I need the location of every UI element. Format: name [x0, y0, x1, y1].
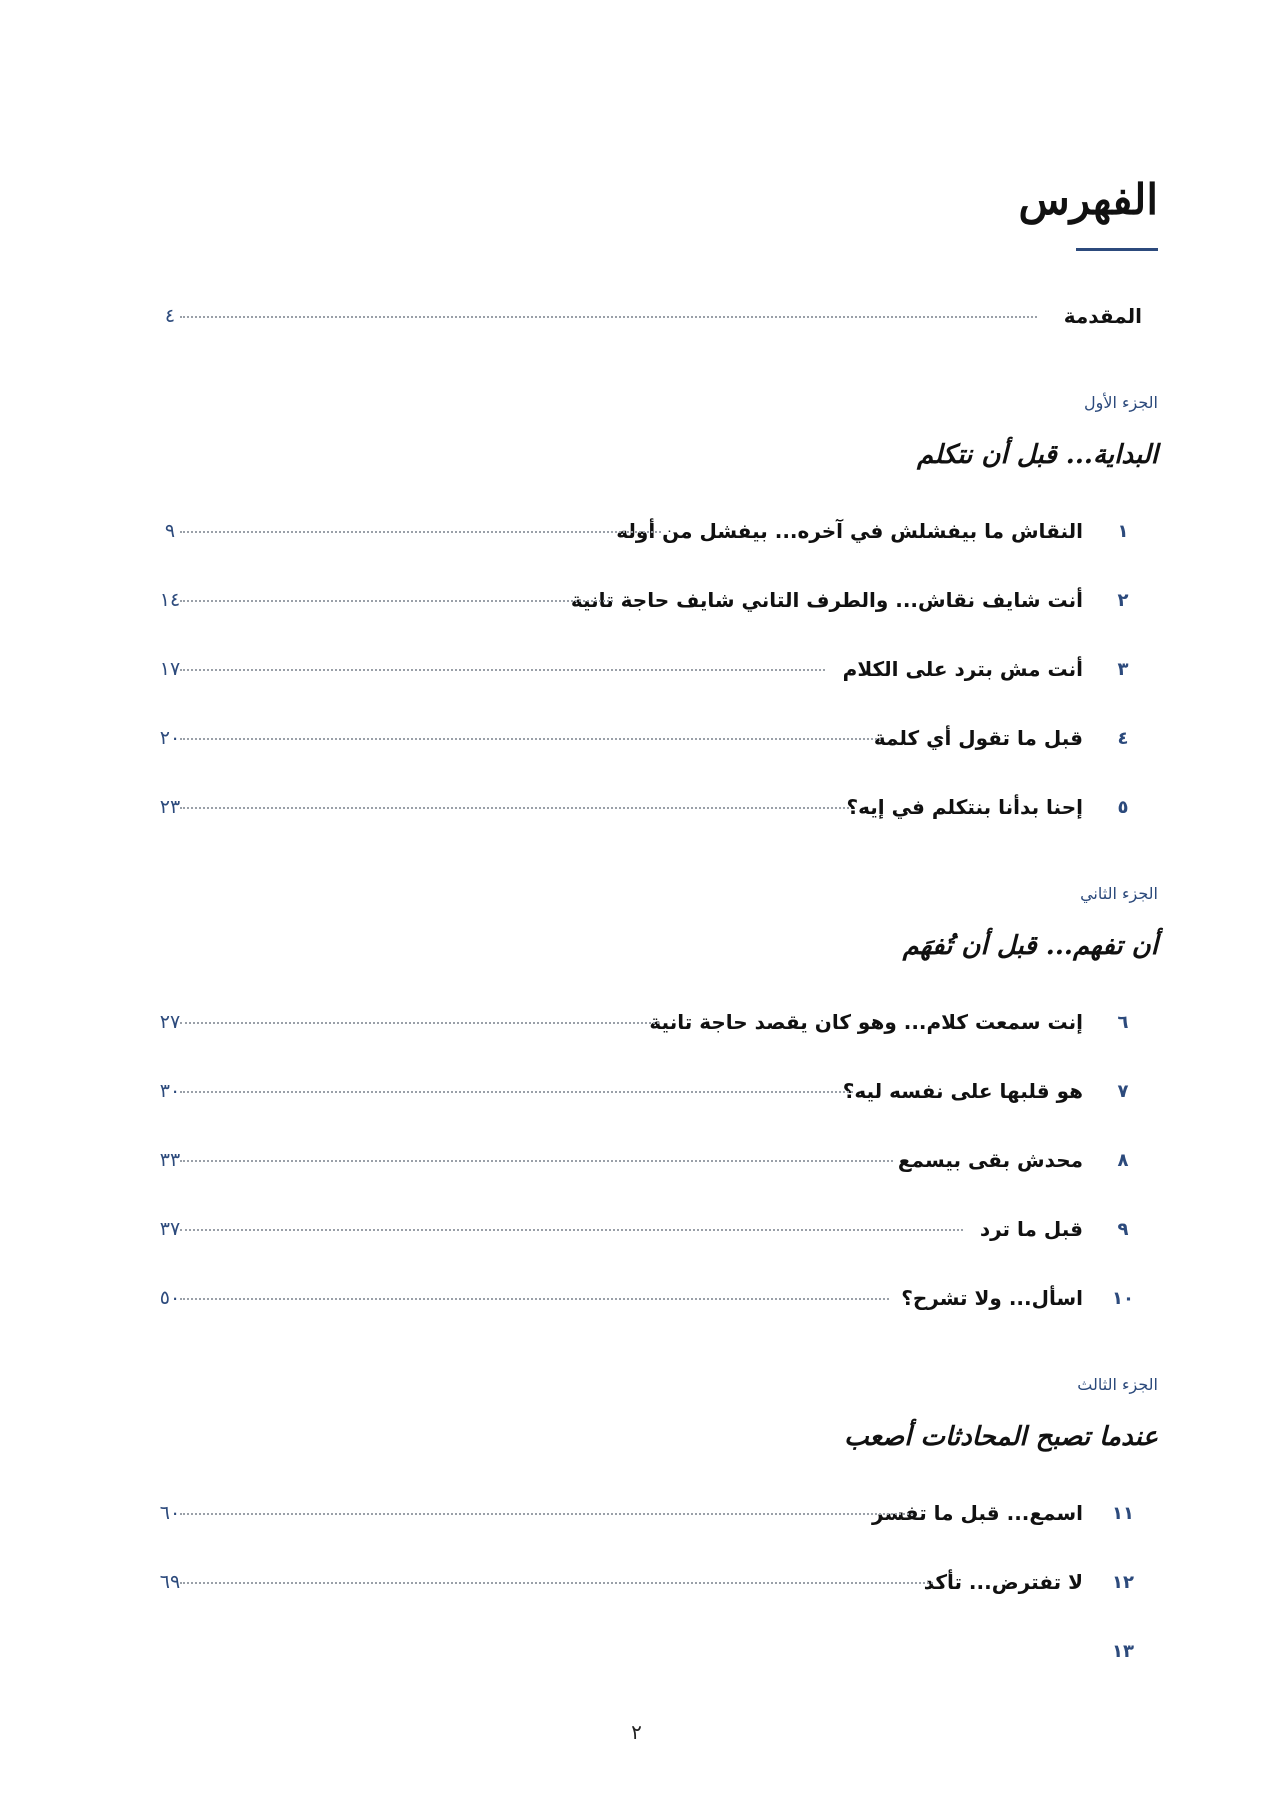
- dot-leader: [180, 1022, 659, 1024]
- chapter-number: ١٢: [1112, 1571, 1134, 1593]
- chapter-page: ٣٣: [159, 1149, 181, 1171]
- dot-leader: [180, 1582, 933, 1584]
- chapter-page: ٣٧: [159, 1218, 181, 1240]
- toc-entry[interactable]: [0, 1278, 1273, 1318]
- chapter-page: ٥٠: [159, 1287, 181, 1309]
- entry-title: المقدمة: [1063, 304, 1142, 328]
- dot-leader: [180, 807, 849, 809]
- chapter-number: ١٠: [1112, 1287, 1134, 1309]
- toc-entry-intro[interactable]: [0, 296, 1273, 336]
- title-underline: [1076, 248, 1158, 251]
- chapter-title: اسأل... ولا تشرح؟: [901, 1286, 1083, 1310]
- chapter-page: ١٤: [159, 589, 181, 611]
- toc-entry[interactable]: [0, 787, 1273, 827]
- chapter-page: ٢٠: [159, 727, 181, 749]
- chapter-title: لا تفترض... تأكد: [923, 1570, 1083, 1594]
- chapter-number: ٩: [1117, 1218, 1129, 1240]
- chapter-title: اسمع... قبل ما تفسر: [872, 1501, 1083, 1525]
- toc-entry[interactable]: [0, 1493, 1273, 1533]
- chapter-page: ٢٣: [159, 796, 181, 818]
- toc-entry[interactable]: [0, 1562, 1273, 1602]
- dot-leader: [180, 600, 613, 602]
- page-number: ٢: [631, 1720, 642, 1744]
- chapter-title: أنت مش بترد على الكلام: [842, 657, 1083, 681]
- chapter-number: ٤: [1117, 727, 1129, 749]
- dot-leader: [180, 738, 881, 740]
- dot-leader: [180, 316, 1037, 318]
- toc-entry[interactable]: [0, 1140, 1273, 1180]
- chapter-number: ١١: [1112, 1502, 1134, 1524]
- dot-leader: [180, 531, 661, 533]
- part-title: البداية... قبل أن نتكلم: [917, 440, 1158, 470]
- chapter-page: ١٧: [159, 658, 181, 680]
- chapter-number: ١٣: [1112, 1640, 1134, 1662]
- entry-page: ٤: [164, 305, 176, 327]
- toc-entry[interactable]: [0, 580, 1273, 620]
- part-title: أن تفهم... قبل أن تُفهَم: [902, 931, 1158, 961]
- chapter-title: أنت شايف نقاش... والطرف التاني شايف حاجة تانية: [570, 588, 1083, 612]
- part-label: الجزء الثاني: [1080, 884, 1158, 903]
- toc-entry[interactable]: [0, 718, 1273, 758]
- dot-leader: [180, 1229, 963, 1231]
- chapter-title: هو قلبها على نفسه ليه؟: [842, 1079, 1083, 1103]
- toc-entry[interactable]: [0, 1631, 1273, 1671]
- page-title: الفهرس: [1018, 175, 1158, 224]
- chapter-page: ٩: [164, 520, 176, 542]
- chapter-number: ١: [1117, 520, 1129, 542]
- chapter-title: إنت سمعت كلام... وهو كان يقصد حاجة تانية: [649, 1010, 1083, 1034]
- dot-leader: [180, 1091, 853, 1093]
- dot-leader: [180, 1160, 893, 1162]
- chapter-title: قبل ما ترد: [979, 1217, 1083, 1241]
- toc-entry[interactable]: [0, 649, 1273, 689]
- chapter-number: ٧: [1117, 1080, 1129, 1102]
- toc-entry[interactable]: [0, 1209, 1273, 1249]
- part-label: الجزء الأول: [1083, 393, 1158, 412]
- dot-leader: [180, 669, 825, 671]
- chapter-title: محدش بقى بيسمع: [897, 1148, 1083, 1172]
- toc-entry[interactable]: [0, 1002, 1273, 1042]
- part-title: عندما تصبح المحادثات أصعب: [844, 1422, 1158, 1452]
- chapter-page: ٢٧: [159, 1011, 181, 1033]
- chapter-number: ٢: [1117, 589, 1129, 611]
- chapter-page: ٦٠: [159, 1502, 181, 1524]
- chapter-number: ٦: [1117, 1011, 1129, 1033]
- toc-entry[interactable]: [0, 511, 1273, 551]
- chapter-page: ٦٩: [159, 1571, 181, 1593]
- chapter-number: ٥: [1117, 796, 1129, 818]
- part-label: الجزء الثالث: [1077, 1375, 1158, 1394]
- toc-entry[interactable]: [0, 1071, 1273, 1111]
- chapter-page: ٣٠: [159, 1080, 181, 1102]
- dot-leader: [180, 1513, 913, 1515]
- chapter-title: النقاش ما بيفشلش في آخره... بيفشل من أوله: [616, 519, 1083, 543]
- chapter-title: قبل ما تقول أي كلمة: [873, 726, 1083, 750]
- chapter-number: ٨: [1117, 1149, 1129, 1171]
- chapter-title: إحنا بدأنا بنتكلم في إيه؟: [846, 795, 1083, 819]
- dot-leader: [180, 1298, 889, 1300]
- chapter-number: ٣: [1117, 658, 1129, 680]
